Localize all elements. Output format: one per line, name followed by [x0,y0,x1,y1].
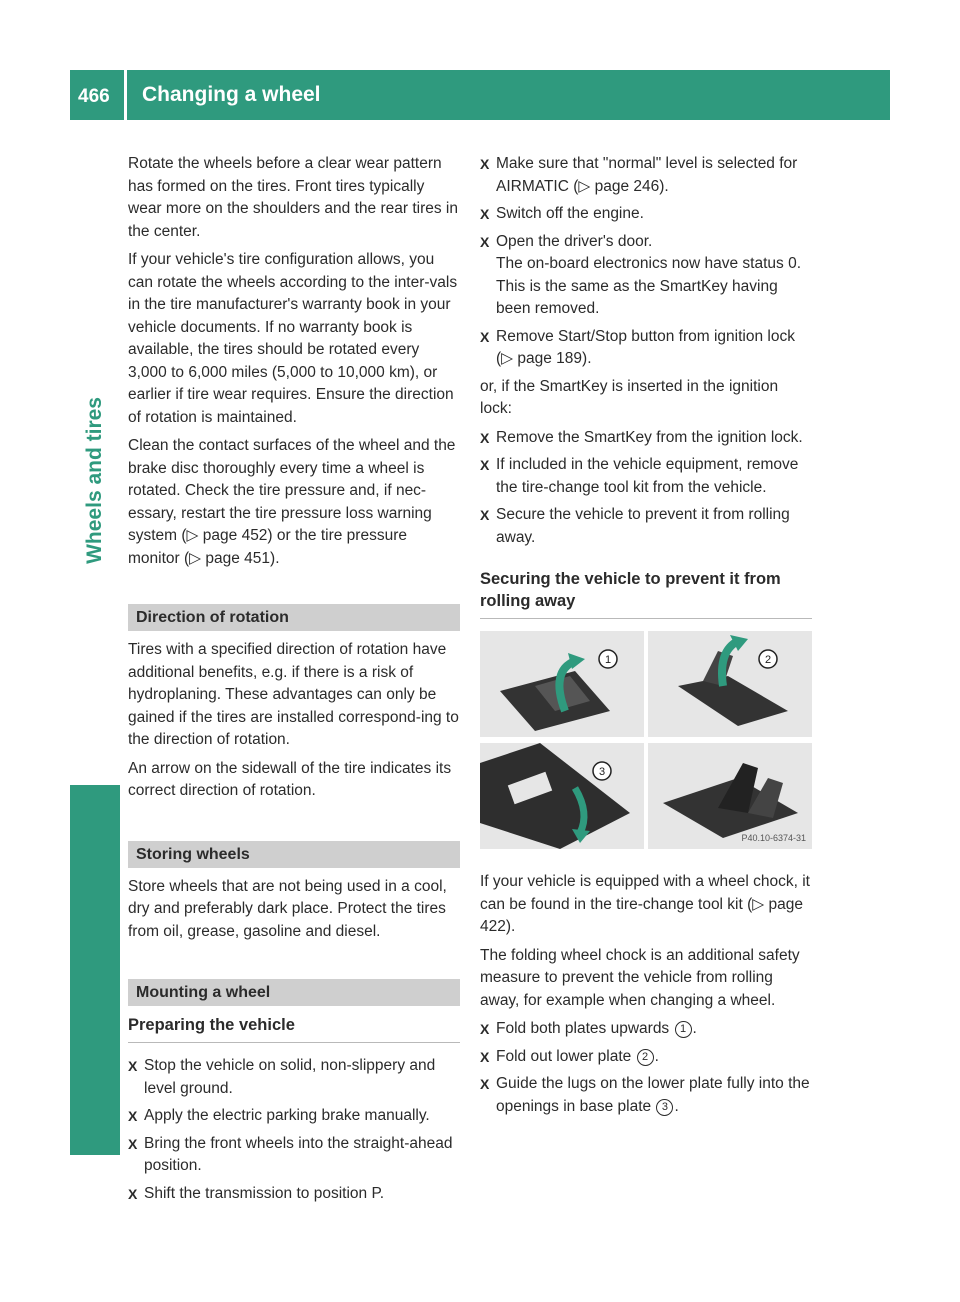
right-column [480,153,812,1123]
marker-1: 1 [675,1021,692,1038]
list-item: X Shift the transmission to position P. [128,1183,460,1206]
side-tab-label: Wheels and tires [82,396,106,564]
svg-text:2: 2 [764,654,772,666]
arrow-icon: X [480,1021,490,1037]
wheel-chock-figure [480,631,812,853]
paragraph-arrow: An arrow on the sidewall of the tire indicates its correct direction of rotation. [128,759,452,799]
arrow-icon: X [480,1048,490,1065]
list-item: X Apply the electric parking brake manually. [128,1105,460,1128]
arrow-icon: X [128,1135,138,1152]
list-item: X Open the driver's door. The on-board electronics now have status 0. This is the same as the SmartKey having been removed. [480,232,802,317]
figure-panel-3 [480,743,644,849]
section-title: Storing wheels [136,845,250,863]
arrow-icon: X [480,429,490,446]
page-title: Changing a wheel [142,83,321,106]
side-tab [70,195,120,765]
figure-panel-4 [648,743,812,849]
arrow-icon: X [128,1185,138,1202]
list-item: X If included in the vehicle equipment, remove the tire-change tool kit from the vehicle. [480,456,799,496]
section-title: Mounting a wheel [136,984,271,1001]
list-item: X Switch off the engine. [480,203,812,226]
list-item: X Bring the front wheels into the straight-ahead position. [128,1134,453,1174]
figure-panel-2 [648,631,812,737]
paragraph-chock-location: If your vehicle is equipped with a wheel chock, it can be found in the tire-change tool kit (▷ page 422). [480,873,810,935]
paragraph-direction: Tires with a specified direction of rotation have additional benefits, e.g. if there is a risk of hydroplaning. These advantages can only be gained if the tires are installed correspond-ing to the direction of rotation. [128,641,459,748]
arrow-icon: X [128,1108,138,1124]
section-storing-wheels [128,841,460,868]
arrow-icon: X [128,1058,138,1074]
paragraph-rotate: Rotate the wheels before a clear wear pattern has formed on the tires. Front tires typically wear more on the shoulders and the rear tires in the center. [128,155,458,240]
paragraph-chock-purpose: The folding wheel chock is an additional safety measure to prevent the vehicle from rolling away, for example when changing a wheel. [480,946,800,1009]
list-item: X Fold both plates upwards 1 . [480,1018,812,1041]
marker-3: 3 [656,1099,673,1116]
list-item: X Make sure that "normal" level is selected for AIRMATIC (▷ page 246). [480,155,798,195]
figure-panel-1 [480,631,644,737]
list-item: X Fold out lower plate 2 . [480,1046,812,1069]
left-column [128,153,460,1210]
arrow-icon: X [480,1076,490,1092]
svg-text:3: 3 [598,766,606,778]
arrow-icon: X [480,457,490,473]
paragraph-configuration: If your vehicle's tire configuration allows, you can rotate the wheels according to the inter-vals in the tire manufacturer's warranty book in your vehicle documents. If no warranty book is available, the tires should be rotated every 3,000 to 6,000 miles (5,000 to 10,000 km), or earlier if tire wear requires. Ensure the direction of rotation is maintained. [128,251,458,426]
arrow-icon: X [480,233,490,250]
header-divider [124,70,127,120]
list-item: X Stop the vehicle on solid, non-slippery and level ground. [128,1057,436,1097]
arrow-icon: X [480,507,490,523]
svg-text:1: 1 [604,654,612,666]
list-item: X Secure the vehicle to prevent it from rolling away. [480,506,790,546]
arrow-icon: X [480,206,490,222]
paragraph-storing: Store wheels that are not being used in a cool, dry and preferably dark place. Protect the tires from oil, grease, gasoline and diesel. [128,877,447,940]
paragraph-or: or, if the SmartKey is inserted in the ignition lock: [480,377,779,417]
subhead-securing: Securing the vehicle to prevent it from rolling away [480,568,812,619]
list-item: X Guide the lugs on the lower plate fully into the openings in base plate 3 . [480,1075,810,1115]
list-item: X Remove the SmartKey from the ignition lock. [480,427,812,450]
paragraph-clean: Clean the contact surfaces of the wheel and the brake disc thoroughly every time a wheel is rotated. Check the tire pressure and, if nec-essary, restart the tire pressure loss warning system (▷ page 452) or the tire pressure monitor (▷ page 451). [128,437,456,567]
side-tab-block [70,785,120,1155]
section-direction-of-rotation [128,604,460,631]
arrow-icon: X [480,328,490,345]
list-item: X Remove Start/Stop button from ignition lock (▷ page 189). [480,327,795,367]
subhead-preparing: Preparing the vehicle [128,1014,460,1043]
figure-code: P40.10-6374-31 [741,833,806,843]
page-number: 466 [78,86,110,107]
section-title: Direction of rotation [136,609,289,626]
section-mounting-a-wheel [128,979,460,1006]
marker-2: 2 [637,1049,654,1066]
arrow-icon: X [480,156,490,172]
